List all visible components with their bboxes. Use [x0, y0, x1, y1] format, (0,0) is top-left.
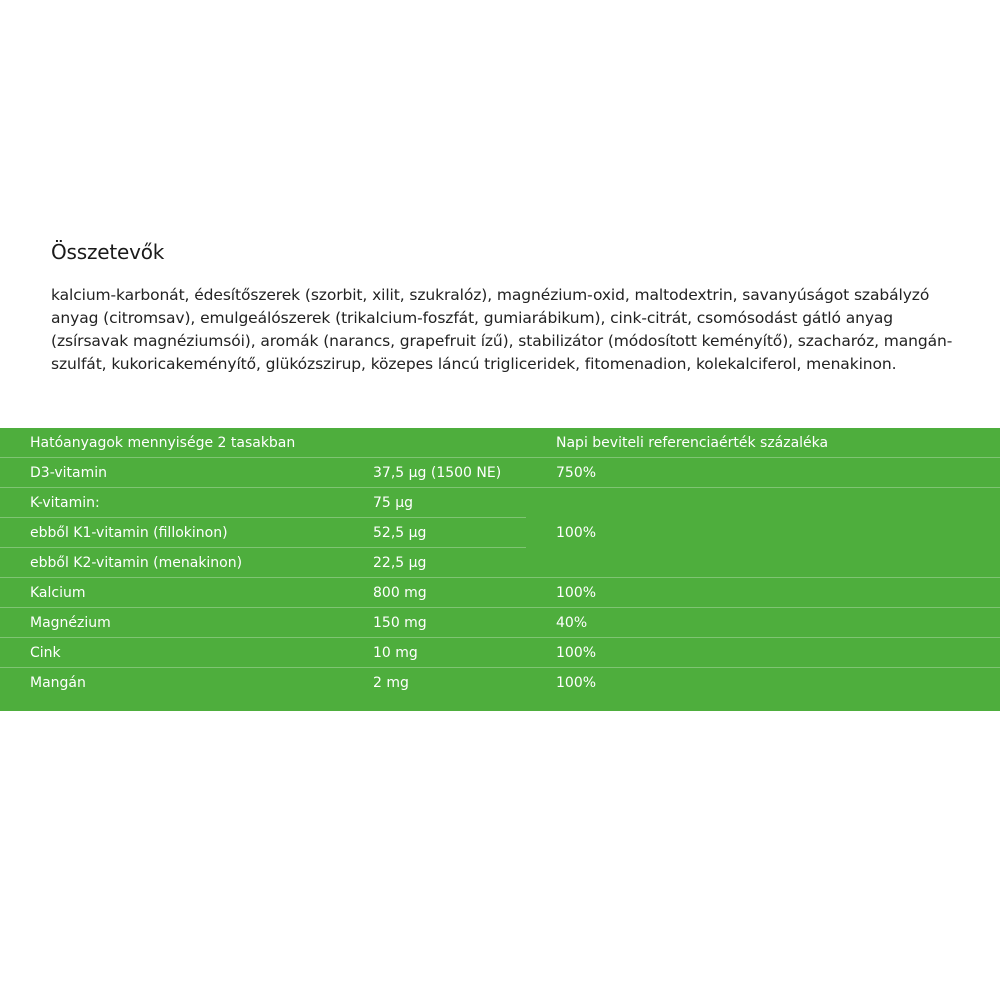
nutrition-table-container — [0, 428, 1000, 711]
row-amount: 52,5 µg — [343, 518, 526, 548]
row-amount: 800 mg — [343, 578, 526, 608]
row-name: K-vitamin: — [0, 488, 343, 518]
row-name: ebből K2-vitamin (menakinon) — [0, 548, 343, 578]
row-name: Mangán — [30, 674, 86, 691]
table-header-row — [0, 428, 1000, 458]
header-amount — [343, 428, 526, 458]
nutrition-table — [0, 428, 1000, 697]
ingredients-heading: Összetevők — [51, 240, 165, 264]
row-percent: 100% — [526, 578, 1000, 608]
table-row — [0, 668, 1000, 698]
row-amount: 37,5 µg (1500 NE) — [343, 458, 526, 488]
ingredients-text: kalcium-karbonát, édesítőszerek (szorbit, xilit, szukralóz), magnézium-oxid, maltodextrin, savanyúságot szabályzó anyag (citromsav), emulgeálószerek (trikalcium-foszfát, gumiarábikum), cink-citrát, csomósodást gátló anyag (zsírsavak magnéziumsói), aromák (narancs, grapefruit ízű), stabilizátor (módosított keményítő), szacharóz, mangán-szulfát, kukoricakeményítő, glükózszirup, közepes láncú trigliceridek, fitomenadion, kolekalciferol, menakinon. — [51, 286, 953, 373]
row-name: Magnézium — [0, 608, 343, 638]
table-row — [0, 638, 1000, 668]
row-amount: 22,5 µg — [343, 548, 526, 578]
row-name: D3-vitamin — [0, 458, 343, 488]
row-name: ebből K1-vitamin (fillokinon) — [0, 518, 343, 548]
row-percent: 100% — [526, 488, 1000, 578]
row-amount: 2 mg — [373, 674, 409, 691]
row-amount: 75 µg — [343, 488, 526, 518]
row-percent: 750% — [526, 458, 1000, 488]
row-amount: 150 mg — [343, 608, 526, 638]
row-percent: 100% — [526, 638, 1000, 668]
table-row — [0, 578, 1000, 608]
table-row — [0, 608, 1000, 638]
row-amount: 10 mg — [343, 638, 526, 668]
table-row — [0, 488, 1000, 518]
table-row — [0, 458, 1000, 488]
row-name: Cink — [0, 638, 343, 668]
row-percent: 40% — [526, 608, 1000, 638]
header-reference-percent: Napi beviteli referenciaérték százaléka — [526, 428, 1000, 458]
row-name: Kalcium — [0, 578, 343, 608]
header-active-ingredients: Hatóanyagok mennyisége 2 tasakban — [0, 428, 343, 458]
row-percent: 100% — [556, 674, 597, 691]
